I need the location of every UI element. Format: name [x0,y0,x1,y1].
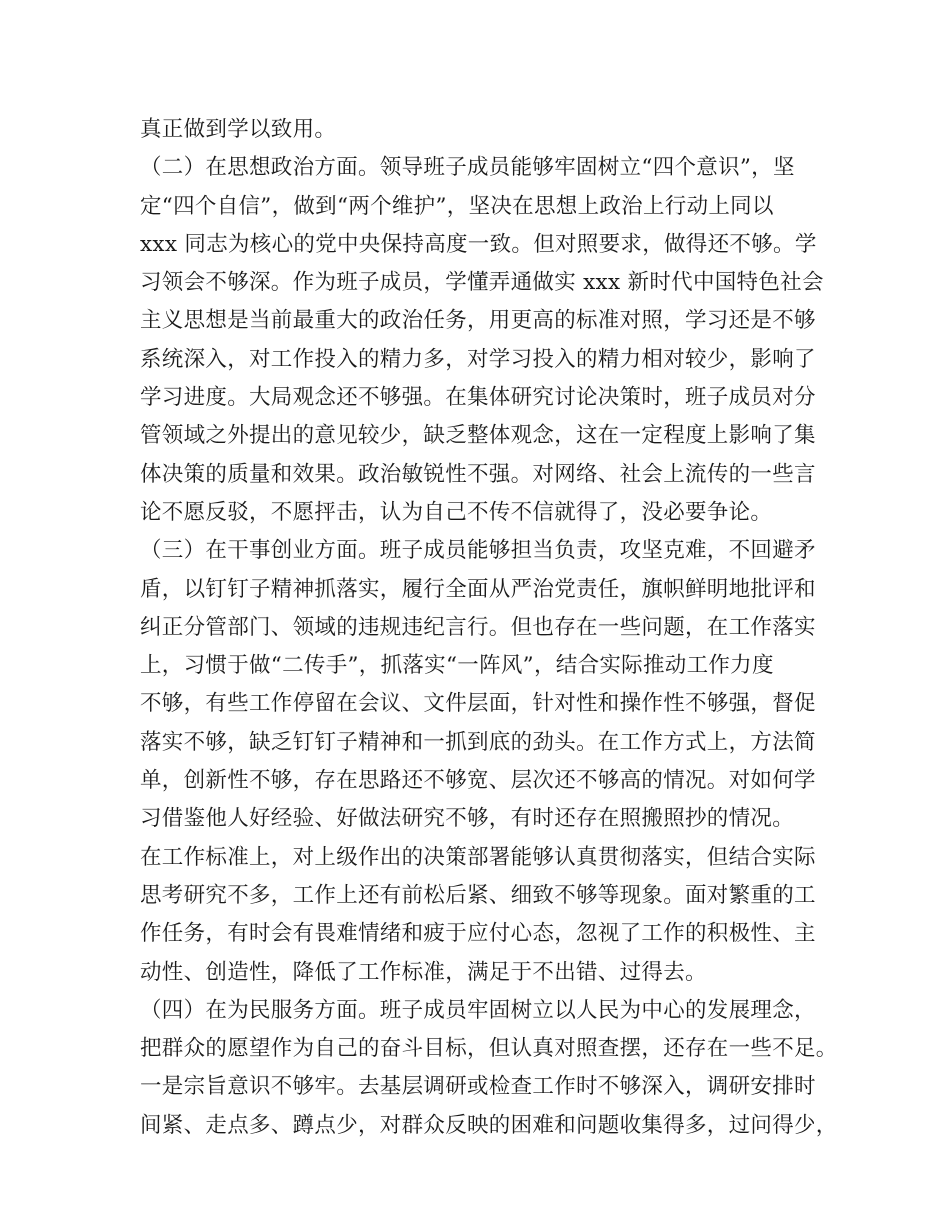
text-line: 真正做到学以致用。 [140,117,337,142]
text-line: 系统深入，对工作投入的精力多，对学习投入的精力相对较少，影响了 [140,346,816,372]
text-line: 不够，有些工作停留在会议、文件层面，针对性和操作性不够强，督促 [140,691,816,717]
text-line: 主义思想是当前最重大的政治任务，用更高的标准对照，学习还是不够 [140,308,816,334]
text-line: 体决策的质量和效果。政治敏锐性不强。对网络、社会上流传的一些言 [140,461,816,487]
text-line: 在工作标准上，对上级作出的决策部署能够认真贯彻落实，但结合实际 [140,844,816,870]
text-line: 论不愿反驳，不愿抨击，认为自己不传不信就得了，没必要争论。 [140,499,773,525]
text-line: 把群众的愿望作为自己的奋斗目标，但认真对照查摆，还存在一些不足。 [140,1036,838,1062]
text-line: 一是宗旨意识不够牢。去基层调研或检查工作时不够深入，调研安排时 [140,1074,816,1100]
text-line: 思考研究不多，工作上还有前松后紧、细致不够等现象。面对繁重的工 [140,882,816,908]
text-line: （四）在为民服务方面。班子成员牢固树立以人民为中心的发展理念， [140,997,816,1023]
text-line: 作任务，有时会有畏难情绪和疲于应付心态，忽视了工作的积极性、主 [140,921,816,947]
text-line: 学习进度。大局观念还不够强。在集体研究讨论决策时，班子成员对分 [140,385,816,411]
text-line: 单，创新性不够，存在思路还不够宽、层次还不够高的情况。对如何学 [140,768,816,794]
text-line: xxx 同志为核心的党中央保持高度一致。但对照要求，做得还不够。学 [140,231,817,257]
text-line: 间紧、走点多、蹲点少，对群众反映的困难和问题收集得多，过问得少， [140,1112,838,1138]
text-line: 纠正分管部门、领域的违规违纪言行。但也存在一些问题，在工作落实 [140,614,816,640]
text-line: 管领域之外提出的意见较少，缺乏整体观念，这在一定程度上影响了集 [140,423,816,449]
text-line: （二）在思想政治方面。领导班子成员能够牢固树立“四个意识”，坚 [140,155,795,181]
text-line: 上，习惯于做“二传手”，抓落实“一阵风”，结合实际推动工作力度 [140,653,774,679]
body-text [140,111,838,1145]
text-line: 定“四个自信”，做到“两个维护”，坚决在思想上政治上行动上同以 [140,193,774,219]
text-line: 动性、创造性，降低了工作标准，满足于不出错、过得去。 [140,959,707,985]
text-line: 习领会不够深。作为班子成员，学懂弄通做实 xxx 新时代中国特色社会 [140,270,824,296]
text-line: 落实不够，缺乏钉钉子精神和一抓到底的劲头。在工作方式上，方法简 [140,729,816,755]
text-line: 盾，以钉钉子精神抓落实，履行全面从严治党责任，旗帜鲜明地批评和 [140,576,816,602]
text-line: （三）在干事创业方面。班子成员能够担当负责，攻坚克难，不回避矛 [140,538,816,564]
text-line: 习借鉴他人好经验、好做法研究不够，有时还存在照搬照抄的情况。 [140,806,795,832]
